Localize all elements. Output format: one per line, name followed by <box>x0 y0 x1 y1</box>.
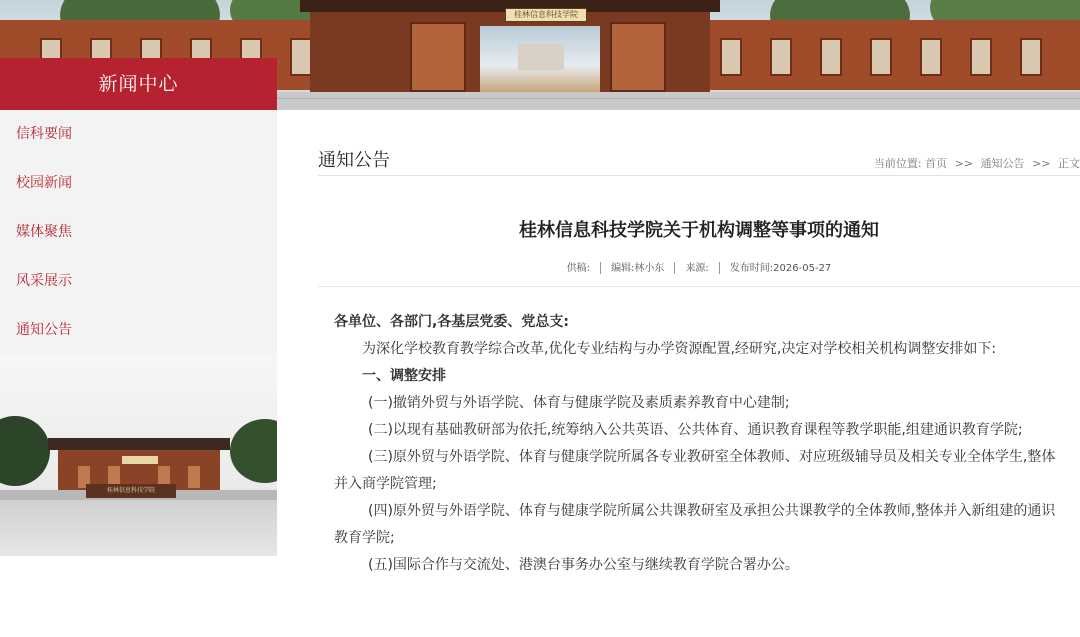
article-item: (二)以现有基础教研部为依托,统筹纳入公共英语、公共体育、通识教育课程等教学职能,组建通识教育学院; <box>368 422 1023 438</box>
meta-editor: 编辑:林小东 <box>611 263 665 274</box>
sidebar-campus-image <box>0 354 277 556</box>
main-content <box>318 140 1080 637</box>
article-item: (一)撤销外贸与外语学院、体育与健康学院及素质素养教育中心建制; <box>368 395 790 411</box>
article-item: (五)国际合作与交流处、港澳台事务办公室与继续教育学院合署办公。 <box>368 557 799 573</box>
article-salutation: 各单位、各部门,各基层党委、党总支: <box>334 314 569 330</box>
meta-date: 发布时间:2026-05-27 <box>729 263 832 274</box>
article-subheading: 一、调整安排 <box>362 368 446 384</box>
sidebar-item-media-focus[interactable]: 媒体聚焦 <box>16 224 72 240</box>
meta-source: 来源: <box>685 263 709 274</box>
sidebar-menu <box>0 110 277 355</box>
article-meta <box>318 262 1080 276</box>
article-divider <box>318 286 1080 287</box>
sidebar <box>0 58 277 556</box>
breadcrumb-separator: >> <box>954 157 974 170</box>
breadcrumb-section-link[interactable]: 通知公告 <box>980 157 1025 170</box>
article-body <box>318 309 1080 579</box>
breadcrumb-separator: >> <box>1032 157 1051 170</box>
meta-contributor: 供稿: <box>566 263 591 274</box>
sidebar-item-xinke-news[interactable]: 信科要闻 <box>16 126 72 142</box>
gate-plaque: 桂林信息科技学院 <box>505 8 587 22</box>
sidebar-item-notices[interactable]: 通知公告 <box>16 322 72 338</box>
section-title: 通知公告 <box>318 150 390 171</box>
sidebar-item-showcase[interactable]: 风采展示 <box>16 273 72 289</box>
sidebar-item-campus-news[interactable]: 校园新闻 <box>16 175 72 191</box>
breadcrumb <box>874 155 1080 171</box>
campus-gate-image <box>310 0 710 92</box>
banner-building-right <box>690 20 1080 90</box>
breadcrumb-home-link[interactable]: 首页 <box>925 157 948 170</box>
campus-sign: 桂林信息科技学院 <box>86 484 176 498</box>
article-intro: 为深化学校教育教学综合改革,优化专业结构与办学资源配置,经研究,决定对学校相关机构调整安排如下: <box>362 341 997 357</box>
sidebar-title: 新闻中心 <box>0 58 277 110</box>
breadcrumb-current[interactable]: 正文 <box>1058 157 1080 170</box>
section-header <box>318 140 1080 176</box>
breadcrumb-prefix: 当前位置: <box>873 157 922 170</box>
article-title: 桂林信息科技学院关于机构调整等事项的通知 <box>519 220 879 241</box>
article-item: (三)原外贸与外语学院、体育与健康学院所属各专业教研室全体教师、对应班级辅导员及相关专业全体学生,整体并入商学院管理; <box>334 449 1056 492</box>
article-item: (四)原外贸与外语学院、体育与健康学院所属公共课教研室及承担公共课教学的全体教师,整体并入新组建的通识教育学院; <box>334 503 1056 546</box>
